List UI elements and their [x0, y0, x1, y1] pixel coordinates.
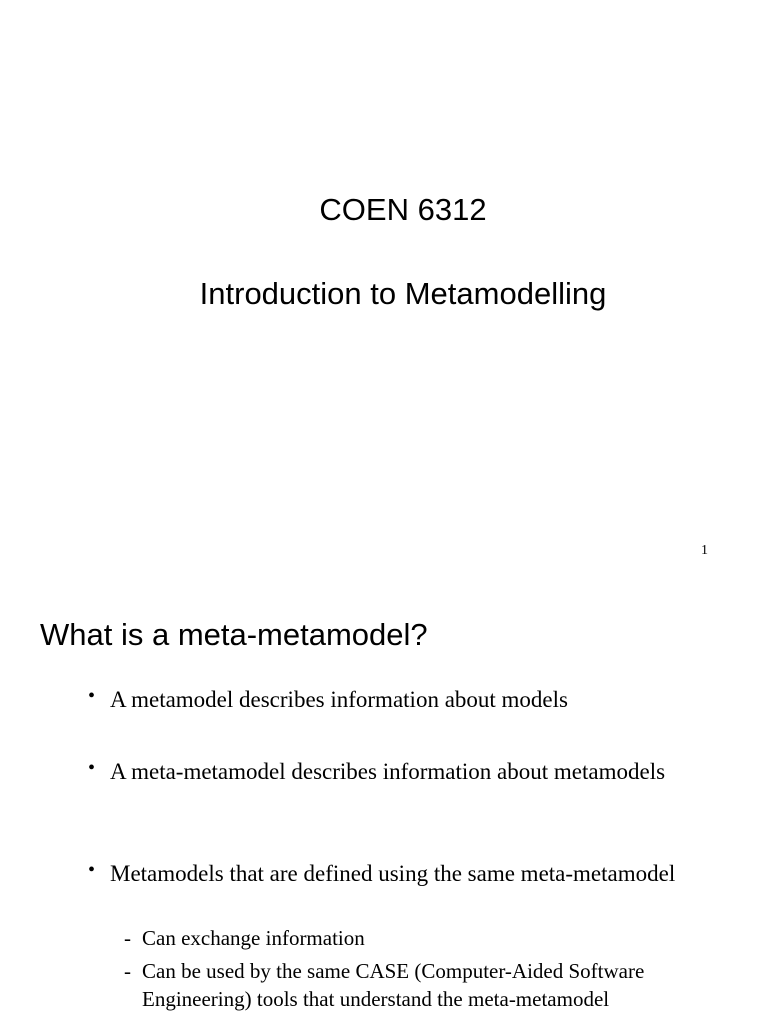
- dash-icon: -: [124, 959, 131, 983]
- bullet-icon: •: [88, 757, 96, 779]
- list-item: [88, 859, 728, 889]
- slide-heading: What is a meta-metamodel?: [40, 617, 428, 652]
- bullet-text: A metamodel describes information about models: [110, 687, 568, 712]
- bullet-icon: •: [88, 859, 96, 881]
- bullet-text: A meta-metamodel describes information about metamodels: [110, 759, 666, 784]
- list-item: [88, 685, 728, 715]
- bullet-icon: •: [88, 685, 96, 707]
- course-code: COEN 6312: [319, 192, 487, 227]
- page-number: 1: [701, 543, 708, 558]
- list-item: [88, 757, 728, 787]
- dash-icon: -: [124, 926, 131, 950]
- slide-2: [0, 576, 768, 1024]
- lecture-title: Introduction to Metamodelling: [199, 276, 607, 311]
- sub-list-item: [124, 924, 724, 952]
- bullet-text: Metamodels that are defined using the same meta-metamodel: [110, 861, 676, 886]
- sub-bullet-text: Can be used by the same CASE (Computer-Aided Software Engineering) tools that understand the meta-metamodel: [142, 959, 645, 1011]
- sub-list-item: [124, 957, 724, 1013]
- sub-bullet-text: Can exchange information: [142, 926, 365, 950]
